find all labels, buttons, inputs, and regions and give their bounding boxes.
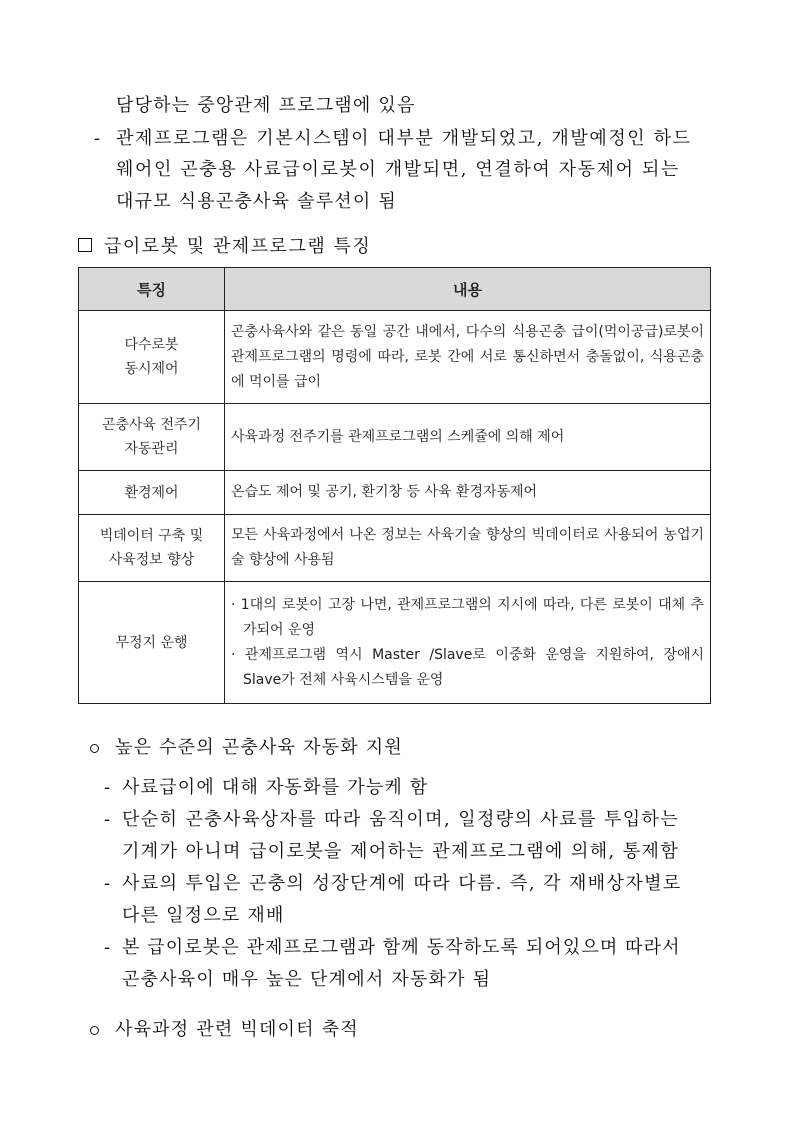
feature-cell	[79, 404, 225, 471]
automation-heading: 높은 수준의 곤충사육 자동화 지원	[115, 737, 403, 758]
automation-item-2-line-1: 단순히 곤충사육상자를 따라 움직이며, 일정량의 사료를 투입하는	[122, 809, 680, 830]
bigdata-heading: 사육과정 관련 빅데이터 축적	[115, 1019, 359, 1040]
feature-cell	[79, 582, 225, 704]
intro-line-3: 대규모 식용곤충사육 솔루션이 됨	[116, 191, 397, 212]
feature-label: 사육정보 향상	[108, 552, 195, 568]
content-cell	[225, 582, 711, 704]
table-row	[79, 471, 711, 515]
table-header-row	[79, 268, 711, 311]
section-title: 급이로봇 및 관제프로그램 특징	[104, 236, 372, 257]
content-bullet: · 관제프로그램 역시 Master /Slave로 이중화 운영을 지원하여, 장애시 Slave가 전체 사육시스템을 운영	[231, 646, 704, 688]
feature-cell	[79, 311, 225, 404]
table-row	[79, 311, 711, 404]
feature-label: 빅데이터 구축 및	[99, 528, 204, 544]
content-cell: 사육과정 전주기를 관제프로그램의 스케쥴에 의해 제어	[225, 404, 711, 471]
automation-bullet-mark: -	[104, 809, 112, 830]
feature-label: 무정지 운행	[115, 634, 188, 651]
intro-line-1: 관제프로그램은 기본시스템이 대부분 개발되었고, 개발예정인 하드	[116, 128, 692, 149]
table-row	[79, 582, 711, 704]
automation-bullet-mark: -	[104, 937, 112, 958]
feature-label: 환경제어	[124, 484, 179, 501]
automation-bullet-mark: -	[104, 777, 112, 798]
section-heading	[78, 232, 371, 258]
automation-item-4-line-2: 곤충사육이 매우 높은 단계에서 자동화가 됨	[122, 969, 492, 990]
intro-bullet-mark: -	[94, 128, 102, 149]
content-cell: 곤충사육사와 같은 동일 공간 내에서, 다수의 식용곤충 급이(먹이공급)로봇이 관제프로그램의 명령에 따라, 로봇 간에 서로 통신하면서 충돌없이, 식용곤충에 먹이를 급이	[225, 311, 711, 404]
table-row	[79, 404, 711, 471]
feature-label: 동시제어	[124, 361, 179, 377]
feature-label: 곤충사육 전주기	[101, 417, 202, 433]
content-cell: 모든 사육과정에서 나온 정보는 사육기술 향상의 빅데이터로 사용되어 농업기술 향상에 사용됨	[225, 515, 711, 582]
checkbox-square-icon	[78, 238, 92, 252]
automation-item-2-line-2: 기계가 아니며 급이로봇을 제어하는 관제프로그램에 의해, 통제함	[122, 841, 680, 862]
feature-table	[78, 267, 711, 704]
circle-bullet-icon	[90, 744, 99, 753]
header-content: 내용	[225, 268, 711, 311]
bigdata-heading-row	[90, 1018, 359, 1042]
feature-cell	[79, 515, 225, 582]
automation-item-3-line-1: 사료의 투입은 곤충의 성장단계에 따라 다름. 즉, 각 재배상자별로	[122, 873, 682, 894]
feature-cell	[79, 471, 225, 515]
automation-item-3-line-2: 다른 일정으로 재배	[122, 905, 285, 926]
automation-heading-row	[90, 736, 403, 760]
intro-line-2: 웨어인 곤충용 사료급이로봇이 개발되면, 연결하여 자동제어 되는	[116, 159, 680, 180]
automation-item-4-line-1: 본 급이로봇은 관제프로그램과 함께 동작하도록 되어있으며 따라서	[122, 937, 681, 958]
circle-bullet-icon	[90, 1026, 99, 1035]
header-feature: 특징	[79, 268, 225, 311]
intro-continuation: 담당하는 중앙관제 프로그램에 있음	[116, 95, 416, 116]
feature-label: 자동관리	[124, 441, 179, 457]
content-cell: 온습도 제어 및 공기, 환기창 등 사육 환경자동제어	[225, 471, 711, 515]
automation-bullet-mark: -	[104, 873, 112, 894]
table-row	[79, 515, 711, 582]
automation-item-1: 사료급이에 대해 자동화를 가능케 함	[122, 777, 429, 798]
content-bullet: · 1대의 로봇이 고장 나면, 관제프로그램의 지시에 따라, 다른 로봇이 대체 추가되어 운영	[231, 596, 704, 638]
feature-label: 다수로봇	[124, 337, 179, 353]
